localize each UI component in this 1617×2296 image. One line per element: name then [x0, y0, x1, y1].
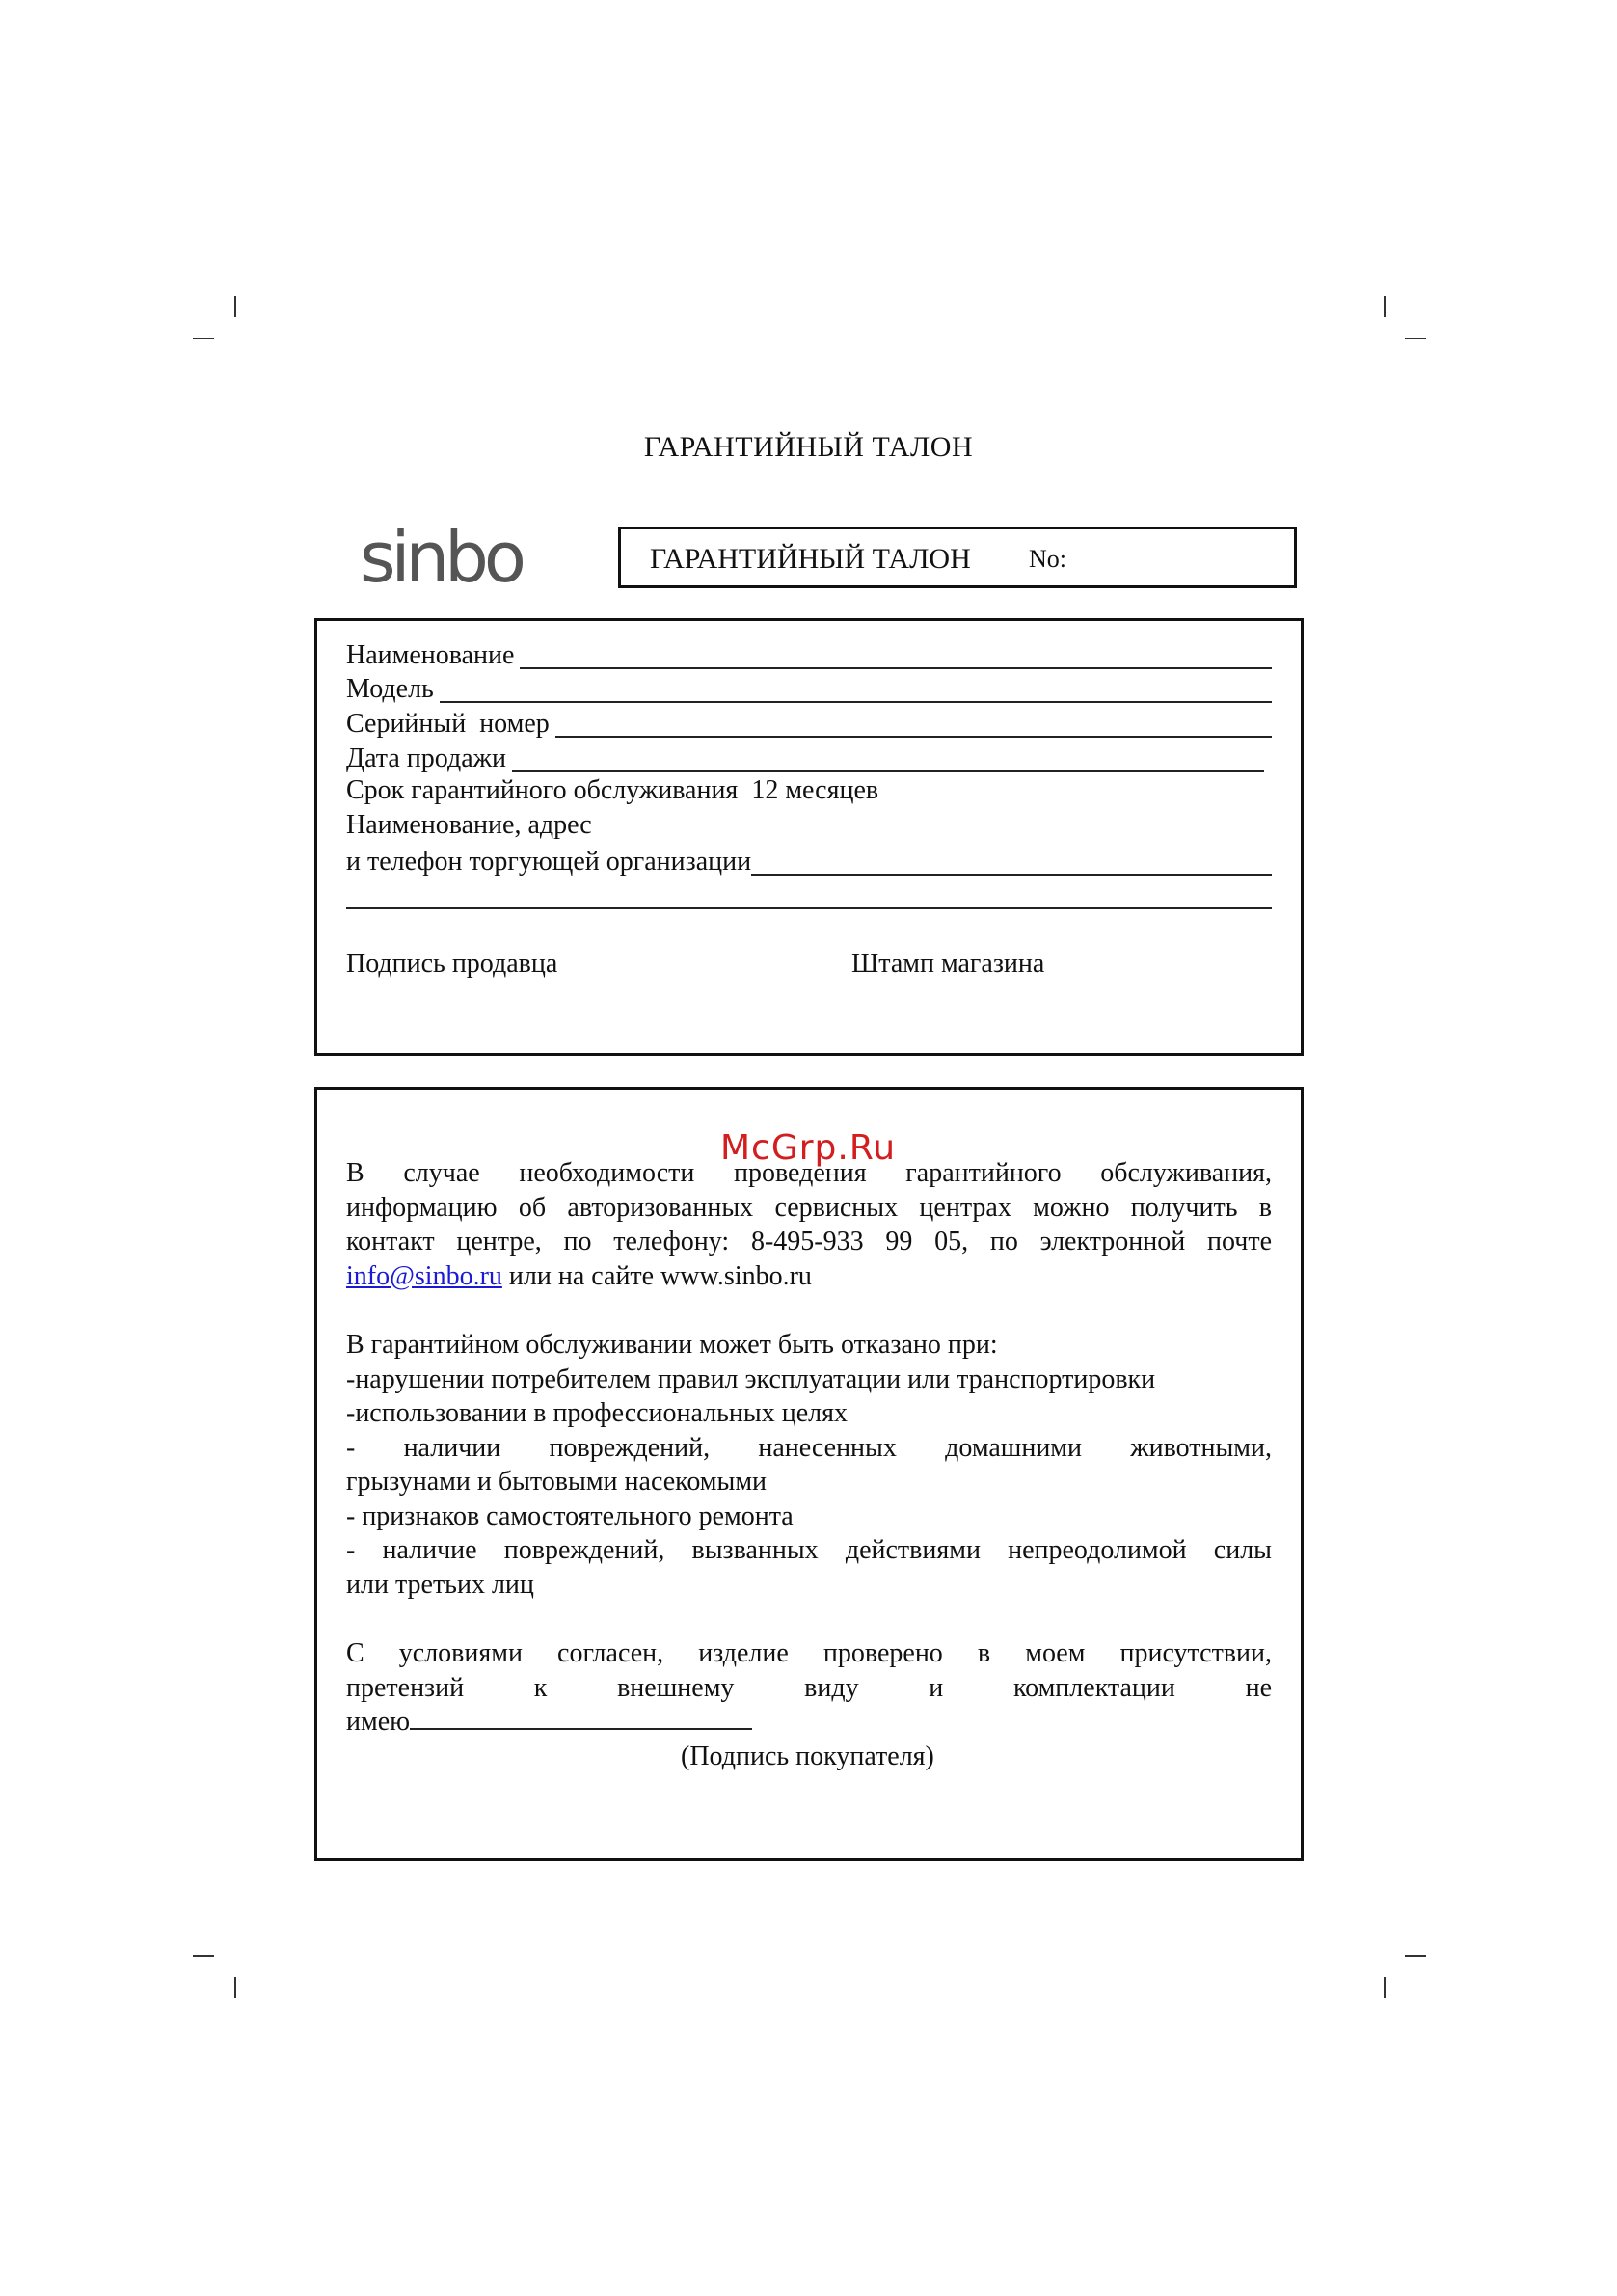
buyer-signature-caption: (Подпись покупателя) [681, 1741, 934, 1771]
list-item: грызунами и бытовыми насекомыми [346, 1467, 768, 1497]
crop-mark [1384, 1977, 1386, 1998]
list-item: -нарушении потребителем правил эксплуатации или транспортировки [346, 1364, 1156, 1394]
refusal-title: В гарантийном обслуживании может быть отказано при: [346, 1330, 998, 1360]
agreement-paragraph: С условиями согласен, изделие проверено в моем присутствии, претензий к внешнему виду и комплектации не имею (Подпись покупателя) [346, 1636, 1272, 1773]
sale-date-field[interactable]: Дата продажи [346, 738, 1264, 772]
sinbo-logo [360, 516, 562, 593]
page-title: ГАРАНТИЙНЫЙ ТАЛОН [643, 431, 974, 463]
list-item: - признаков самостоятельного ремонта [346, 1500, 794, 1531]
org-label-line1: Наименование, адрес [346, 810, 592, 840]
refusal-list [346, 1328, 1272, 1602]
crop-mark [234, 1977, 236, 1998]
org-extra-line[interactable] [346, 907, 1272, 909]
shop-stamp-label: Штамп магазина [851, 949, 1045, 979]
warranty-terms-box [314, 1087, 1304, 1861]
service-paragraph: В случае необходимости проведения гарантийного обслуживания, информацию об авторизованных сервисных центрах можно получить в контакт центре, по телефону: 8-495-933 99 05, по электронной почте info@sinbo.ru или на сайте www.sinbo.ru [346, 1158, 1272, 1291]
warranty-period: Срок гарантийного обслуживания 12 месяцев [346, 775, 879, 805]
header-box [618, 527, 1297, 588]
header-title: ГАРАНТИЙНЫЙ ТАЛОН [650, 543, 971, 575]
seller-signature-label: Подпись продавца [346, 949, 558, 979]
name-field[interactable]: Наименование [346, 635, 1272, 669]
model-field[interactable]: Модель [346, 668, 1272, 703]
crop-mark [193, 338, 214, 339]
list-item: или третьих лиц [346, 1569, 534, 1600]
header-number-label: No: [1029, 545, 1066, 573]
crop-mark [1405, 1955, 1426, 1957]
crop-mark [193, 1955, 214, 1957]
product-info-box [314, 618, 1304, 1056]
crop-mark [1405, 338, 1426, 339]
svg-text:sinbo: sinbo [360, 517, 522, 593]
watermark: McGrp.Ru [720, 1128, 897, 1168]
serial-field[interactable]: Серийный номер [346, 703, 1272, 738]
email-link[interactable]: info@sinbo.ru [346, 1260, 502, 1291]
crop-mark [234, 296, 236, 317]
crop-mark [1384, 296, 1386, 317]
org-field[interactable]: и телефон торгующей организации [346, 841, 1272, 876]
list-item: - наличие повреждений, вызванных действиями непреодолимой силы [346, 1535, 1272, 1565]
buyer-signature-line[interactable] [410, 1707, 752, 1730]
list-item: - наличии повреждений, нанесенных домашними животными, [346, 1432, 1272, 1463]
list-item: -использовании в профессиональных целях [346, 1398, 848, 1428]
